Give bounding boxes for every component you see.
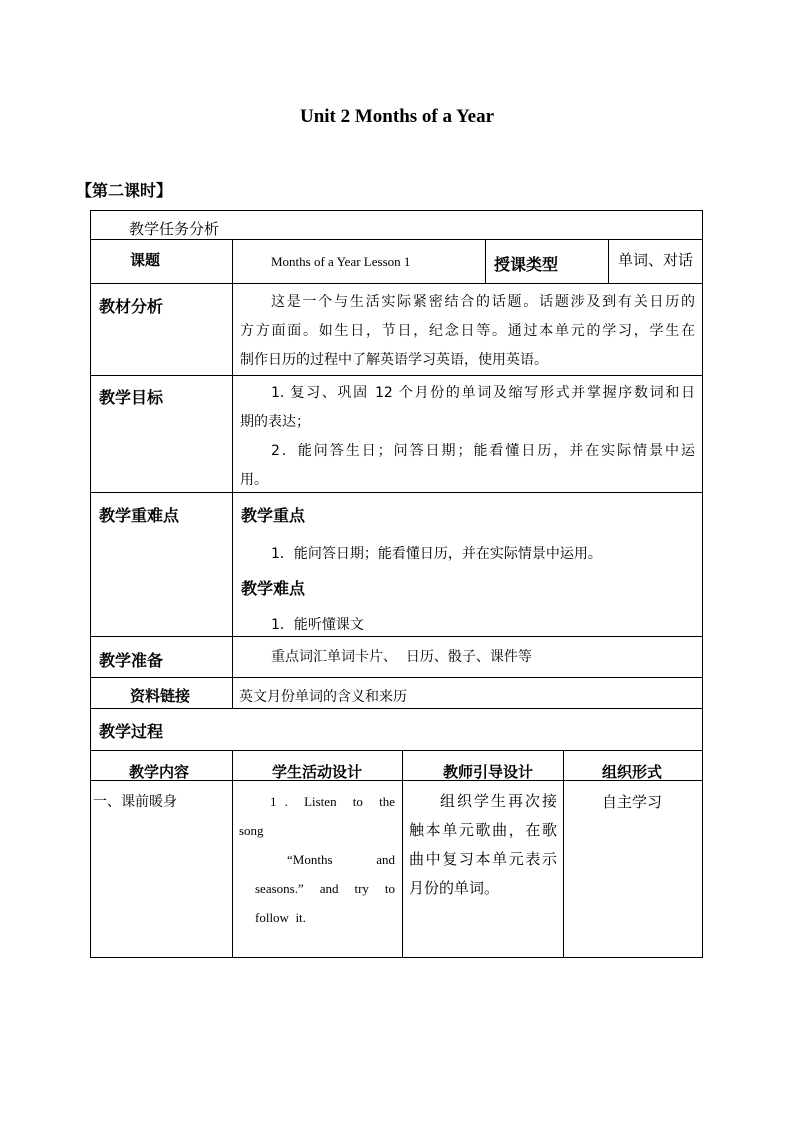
task-analysis-header: 教学任务分析	[129, 220, 220, 238]
text-line: 组织学生再次接	[440, 792, 557, 810]
organization-form: 自主学习	[602, 793, 663, 811]
difficulty-item: 1．能听懂课文	[271, 617, 364, 633]
row-divider	[91, 708, 702, 709]
text-line: seasons.” and try to	[255, 881, 395, 896]
material-analysis-label: 教材分析	[99, 297, 164, 316]
row-divider	[91, 283, 702, 284]
lesson-plan-table	[90, 210, 703, 958]
row-divider	[91, 636, 702, 637]
teacher-guidance	[409, 787, 557, 903]
text-line: 期的表达；	[240, 414, 310, 430]
column-divider	[232, 750, 233, 958]
difficulty-title: 教学难点	[241, 579, 306, 598]
teaching-process-label: 教学过程	[99, 722, 164, 741]
resource-link-value: 英文月份单词的含义和来历	[239, 689, 407, 705]
text-line: 曲中复习本单元表示	[409, 850, 557, 868]
text-line: 触本单元歌曲，在歌	[409, 821, 557, 839]
key-point-item: 1．能问答日期；能看懂日历，并在实际情景中运用。	[271, 546, 602, 562]
text-line: 用。	[240, 472, 268, 488]
column-divider	[608, 239, 609, 283]
text-line: 方方面面。如生日，节日，纪念日等。通过本单元的学习，学生在	[240, 323, 695, 339]
text-line: 1. 复习、巩固 12 个月份的单词及缩写形式并掌握序数词和日	[271, 385, 695, 401]
text-line: 制作日历的过程中了解英语学习英语，使用英语。	[240, 352, 548, 368]
teaching-goals-text	[240, 379, 695, 495]
row-divider	[91, 375, 702, 376]
text-line: song	[239, 823, 264, 838]
row-divider	[91, 750, 702, 751]
material-analysis-text	[240, 288, 695, 375]
column-header-teacher: 教师引导设计	[443, 763, 534, 781]
column-divider	[402, 750, 403, 958]
row-divider	[91, 677, 702, 678]
column-divider	[563, 750, 564, 958]
key-difficult-label: 教学重难点	[99, 506, 180, 525]
column-divider	[485, 239, 486, 283]
resource-link-label: 资料链接	[130, 687, 191, 705]
text-line: 2．能问答生日；问答日期；能看懂日历，并在实际情景中运	[271, 443, 695, 459]
text-line: 月份的单词。	[409, 879, 500, 897]
lesson-type-label: 授课类型	[494, 255, 559, 274]
lesson-label: 【第二课时】	[76, 181, 173, 200]
process-content: 一、课前暖身	[93, 794, 177, 810]
column-header-content: 教学内容	[129, 763, 190, 781]
text-line: 这是一个与生活实际紧密结合的话题。话题涉及到有关日历的	[271, 294, 695, 310]
preparation-label: 教学准备	[99, 651, 164, 670]
lesson-type-value: 单词、对话	[618, 251, 694, 269]
teaching-goals-label: 教学目标	[99, 388, 164, 407]
column-header-student: 学生活动设计	[272, 763, 363, 781]
row-divider	[91, 239, 702, 240]
text-line: “Months and	[287, 852, 395, 867]
column-header-form: 组织形式	[602, 763, 663, 781]
preparation-value: 重点词汇单词卡片、 日历、骰子、课件等	[271, 649, 532, 665]
column-divider	[232, 239, 233, 708]
topic-value: Months of a Year Lesson 1	[271, 254, 411, 269]
key-point-title: 教学重点	[241, 506, 306, 525]
document-title: Unit 2 Months of a Year	[299, 106, 495, 127]
text-line: follow it.	[255, 910, 306, 925]
text-line: 1 . Listen to the	[270, 794, 395, 809]
topic-label: 课题	[130, 251, 161, 269]
student-activity	[239, 787, 395, 932]
